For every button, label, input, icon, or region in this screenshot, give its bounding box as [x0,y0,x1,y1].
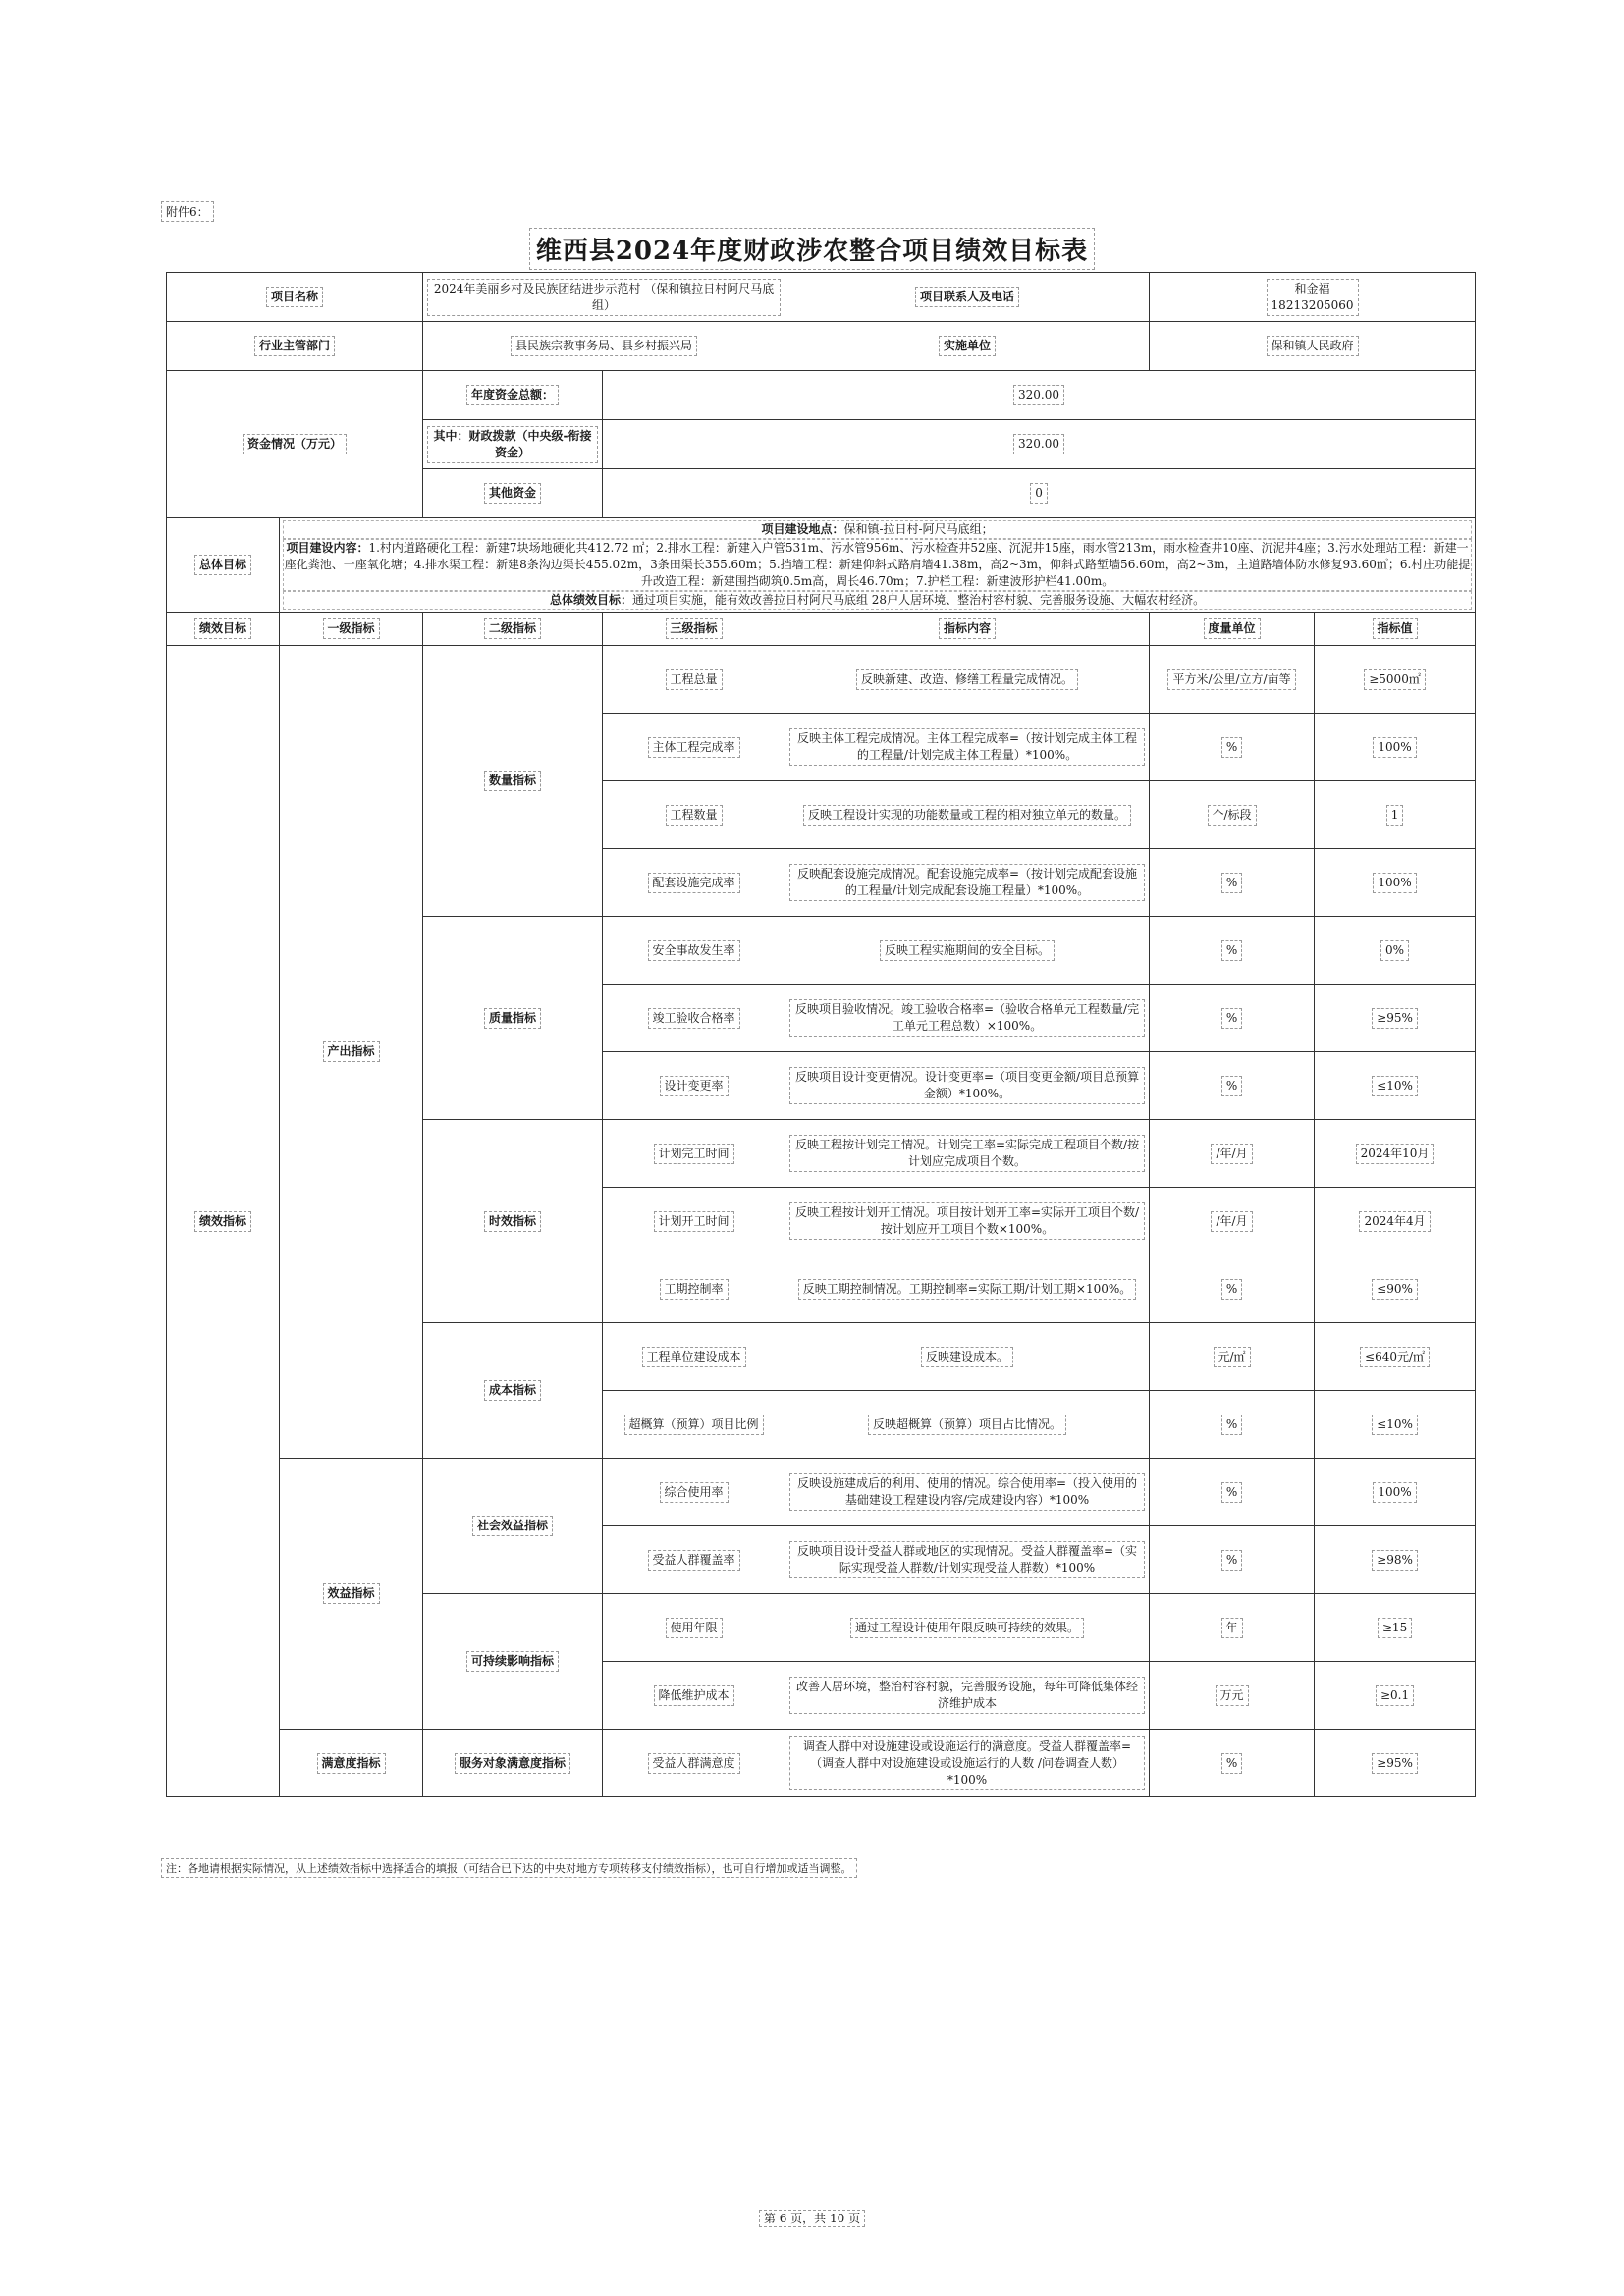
goal-content [280,518,1476,613]
funds-fiscal-label: 其中：财政拨款（中央级-衔接资金） [427,426,598,463]
indicator-value: ≥95% [1372,1753,1418,1774]
indicator-content: 反映工程设计实现的功能数量或工程的相对独立单元的数量。 [803,805,1131,826]
funds-other-label: 其他资金 [484,483,541,504]
level3-label: 工期控制率 [660,1279,729,1300]
indicator-unit: 年 [1221,1618,1243,1638]
indicator-unit: /年/月 [1211,1211,1252,1232]
header-unit: 度量单位 [1204,618,1261,639]
header-content: 指标内容 [939,618,996,639]
header-level1: 一级指标 [323,618,380,639]
contact-value [1267,279,1359,316]
level2-label: 成本指标 [484,1380,541,1401]
project-name-value: 2024年美丽乡村及民族团结进步示范村 （保和镇拉日村阿尺马底组） [427,279,781,316]
level2-label: 质量指标 [484,1008,541,1029]
indicator-content: 反映项目验收情况。竣工验收合格率=（验收合格单元工程数量/完工单元工程总数）×100%。 [789,999,1145,1037]
level3-label: 竣工验收合格率 [648,1008,740,1029]
indicator-unit: % [1221,1008,1242,1029]
contact-phone: 18213205060 [1271,297,1354,312]
funds-fiscal-value: 320.00 [1013,434,1064,454]
level3-label: 综合使用率 [660,1482,729,1503]
indicator-unit: % [1221,1415,1242,1435]
attachment-label: 附件6： [161,201,214,222]
indicator-value: 100% [1373,737,1416,758]
indicator-content: 反映工程按计划完工情况。计划完工率=实际完成工程项目个数/按计划应完成项目个数。 [789,1135,1145,1172]
row-headers [167,613,1476,646]
indicator-content: 反映工程按计划开工情况。项目按计划开工率=实际开工项目个数/按计划应开工项目个数×100%。 [789,1202,1145,1240]
indicator-unit: % [1221,1550,1242,1571]
indicator-content: 反映设施建成后的利用、使用的情况。综合使用率=（投入使用的基础建设工程建设内容/完成建设内容）*100% [789,1473,1145,1511]
level1-label: 产出指标 [323,1041,380,1062]
dept-value: 县民族宗教事务局、县乡村振兴局 [511,336,697,356]
indicator-value: 100% [1373,873,1416,893]
row-department [167,322,1476,371]
level3-label: 工程单位建设成本 [642,1347,746,1367]
row-overall-goal [167,518,1476,613]
indicator-content: 反映超概算（预算）项目占比情况。 [868,1415,1066,1435]
funds-label: 资金情况（万元） [243,434,347,454]
indicator-value: ≤10% [1372,1415,1418,1435]
row-funds-total [167,371,1476,420]
indicator-value: ≥98% [1372,1550,1418,1571]
level1-label: 满意度指标 [317,1753,386,1774]
indicator-content: 反映主体工程完成情况。主体工程完成率=（按计划完成主体工程的工程量/计划完成主体工程量）*100%。 [789,728,1145,766]
level3-label: 受益人群覆盖率 [648,1550,740,1571]
indicator-unit: 平方米/公里/立方/亩等 [1167,669,1295,690]
level2-label: 可持续影响指标 [466,1651,559,1672]
level3-label: 工程数量 [666,805,723,826]
indicator-value: ≥15 [1378,1618,1412,1638]
indicator-content: 改善人居环境，整治村容村貌，完善服务设施，每年可降低集体经济维护成本 [789,1677,1145,1714]
level3-label: 受益人群满意度 [648,1753,740,1774]
project-name-label: 项目名称 [266,287,323,307]
indicator-unit: 万元 [1216,1685,1249,1706]
indicator-content: 反映工程实施期间的安全目标。 [880,940,1055,961]
level3-label: 使用年限 [666,1618,723,1638]
indicator-content: 反映配套设施完成情况。配套设施完成率=（按计划完成配套设施的工程量/计划完成配套设施工程量）*100%。 [789,864,1145,901]
level3-label: 主体工程完成率 [648,737,740,758]
indicator-value: 100% [1373,1482,1416,1503]
level2-label: 时效指标 [484,1211,541,1232]
goal-label: 总体目标 [194,555,251,575]
impl-value: 保和镇人民政府 [1267,336,1359,356]
dept-label: 行业主管部门 [254,336,335,356]
indicator-unit: /年/月 [1211,1144,1252,1164]
contact-label: 项目联系人及电话 [915,287,1019,307]
impl-label: 实施单位 [939,336,996,356]
indicator-value: ≥95% [1372,1008,1418,1029]
contact-name: 和金福 [1294,281,1330,295]
indicator-unit: % [1221,1279,1242,1300]
page-number-text: 第 6 页，共 10 页 [759,2210,865,2227]
indicator-value: 0% [1380,940,1409,961]
level3-label: 设计变更率 [660,1076,729,1096]
goal-target: 总体绩效目标：通过项目实施，能有效改善拉日村阿尺马底组 28户人居环境、整治村容村貌、完善服务设施、大幅农村经济。 [283,591,1472,610]
indicator-row [167,1730,1476,1797]
footnote: 注：各地请根据实际情况，从上述绩效指标中选择适合的填报（可结合已下达的中央对地方专项转移支付绩效指标），也可自行增加或适当调整。 [161,1858,857,1878]
indicator-content: 反映工期控制情况。工期控制率=实际工期/计划工期×100%。 [798,1279,1136,1300]
indicator-value: ≤10% [1372,1076,1418,1096]
header-value: 指标值 [1373,618,1418,639]
goal-construction: 项目建设内容：1.村内道路硬化工程：新建7块场地硬化共412.72 ㎡；2.排水工程：新建入户管531m、污水管956m、污水检查井52座、沉泥井15座，雨水管213m，雨水检查井10座、沉泥井4座；3.污水处理站工程：新建一座化粪池、一座氧化塘；4.排水渠工程：新建8条沟边渠长455.02m，3条田渠长355.60m；5.挡墙工程：新建仰斜式路肩墙41.38m，高2~3m，仰斜式路堑墙56.60m，高2~3m，主道路墙体防水修复93.60㎡；6.村庄功能提升改造工程：新建围挡砌筑0.5m高，周长46.70m；7.护栏工程：新建波形护栏41.00m。 [283,539,1472,591]
indicator-unit: 个/标段 [1208,805,1257,826]
indicator-value: ≤90% [1372,1279,1418,1300]
header-perf-goal: 绩效目标 [194,618,251,639]
level2-label: 社会效益指标 [472,1516,553,1536]
indicator-unit: % [1221,1753,1242,1774]
indicator-unit: % [1221,1482,1242,1503]
level3-label: 超概算（预算）项目比例 [624,1415,764,1435]
funds-other-value: 0 [1030,483,1048,504]
header-level2: 二级指标 [484,618,541,639]
indicator-content: 调查人群中对设施建设或设施运行的满意度。受益人群覆盖率=（调查人群中对设施建设或设施运行的人数 /问卷调查人数）*100% [789,1736,1145,1790]
row-project-name [167,273,1476,322]
indicator-content: 反映新建、改造、修缮工程量完成情况。 [856,669,1078,690]
indicator-unit: % [1221,1076,1242,1096]
perf-goal-label: 绩效指标 [194,1211,251,1232]
indicator-value: ≥5000㎡ [1364,669,1426,690]
indicator-value: 2024年4月 [1359,1211,1430,1232]
indicator-row [167,646,1476,714]
funds-total-value: 320.00 [1013,385,1064,405]
level1-label: 效益指标 [323,1583,380,1604]
indicator-content: 反映项目设计受益人群或地区的实现情况。受益人群覆盖率=（实际实现受益人群数/计划实现受益人群数）*100% [789,1541,1145,1578]
level2-label: 服务对象满意度指标 [455,1753,570,1774]
indicator-unit: % [1221,940,1242,961]
indicator-value: 1 [1386,805,1404,826]
header-level3: 三级指标 [666,618,723,639]
page-title [0,228,1624,270]
indicator-content: 通过工程设计使用年限反映可持续的效果。 [850,1618,1084,1638]
funds-total-label: 年度资金总额： [466,385,559,405]
page-number [0,2210,1624,2226]
level3-label: 计划完工时间 [654,1144,734,1164]
level3-label: 配套设施完成率 [648,873,740,893]
indicator-value: ≥0.1 [1376,1685,1414,1706]
level2-label: 数量指标 [484,771,541,791]
indicator-unit: 元/㎡ [1214,1347,1251,1367]
indicator-unit: % [1221,873,1242,893]
indicator-row [167,1459,1476,1526]
level3-label: 降低维护成本 [654,1685,734,1706]
indicator-value: ≤640元/㎡ [1360,1347,1430,1367]
indicator-unit: % [1221,737,1242,758]
performance-table [166,272,1476,1797]
indicator-content: 反映项目设计变更情况。设计变更率=（项目变更金额/项目总预算金额）*100%。 [789,1067,1145,1104]
goal-location: 项目建设地点：保和镇-拉日村-阿尺马底组； [283,520,1472,539]
level3-label: 计划开工时间 [654,1211,734,1232]
indicator-content: 反映建设成本。 [921,1347,1013,1367]
indicator-value: 2024年10月 [1356,1144,1435,1164]
title-text: 维西县2024年度财政涉农整合项目绩效目标表 [529,228,1095,270]
level3-label: 安全事故发生率 [648,940,740,961]
level3-label: 工程总量 [666,669,723,690]
